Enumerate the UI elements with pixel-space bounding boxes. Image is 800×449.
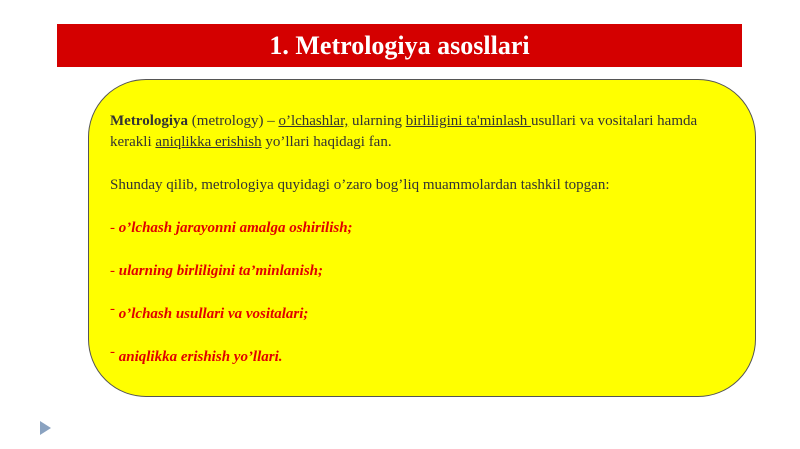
definition-term-english: (metrology) – [188, 113, 279, 129]
definition-text-3: yo’llari haqidagi fan. [261, 134, 392, 150]
bullet-dash: - [110, 301, 119, 317]
definition-link-accuracy: aniqlikka erishish [155, 134, 262, 150]
bullet-dash: - [110, 220, 119, 236]
bullet-dash: - [110, 344, 119, 360]
intro-paragraph: Shunday qilib, metrologiya quyidagi o’zaro bog’liq muammolardan tashkil topgan: [110, 177, 610, 193]
bullet-item [110, 344, 730, 368]
bullet-text: o’lchash usullari va vositalari; [118, 306, 309, 322]
bullet-item [110, 218, 730, 239]
definition-text-1: ularning [348, 113, 406, 129]
slide-title: 1. Metrologiya asosllari [269, 30, 530, 60]
definition-paragraph [110, 111, 730, 153]
play-icon[interactable] [40, 421, 51, 435]
title-bar [57, 24, 742, 67]
content-box [88, 79, 756, 397]
bullet-text: ularning birliligini ta’minlanish; [118, 263, 323, 279]
definition-text-2: usullari va vositalari hamda kerakli [110, 113, 698, 150]
content-text [110, 111, 730, 368]
bullet-item [110, 301, 730, 325]
definition-term: Metrologiya [110, 113, 189, 129]
definition-link-unity: birliligini ta'minlash [405, 113, 531, 129]
bullet-text: aniqlikka erishish yo’llari. [118, 349, 283, 365]
bullet-item [110, 261, 730, 282]
bullet-text: o’lchash jarayonni amalga oshirilish; [118, 220, 353, 236]
bullet-dash: - [110, 263, 119, 279]
definition-link-measurements: o’lchashlar, [278, 113, 349, 129]
